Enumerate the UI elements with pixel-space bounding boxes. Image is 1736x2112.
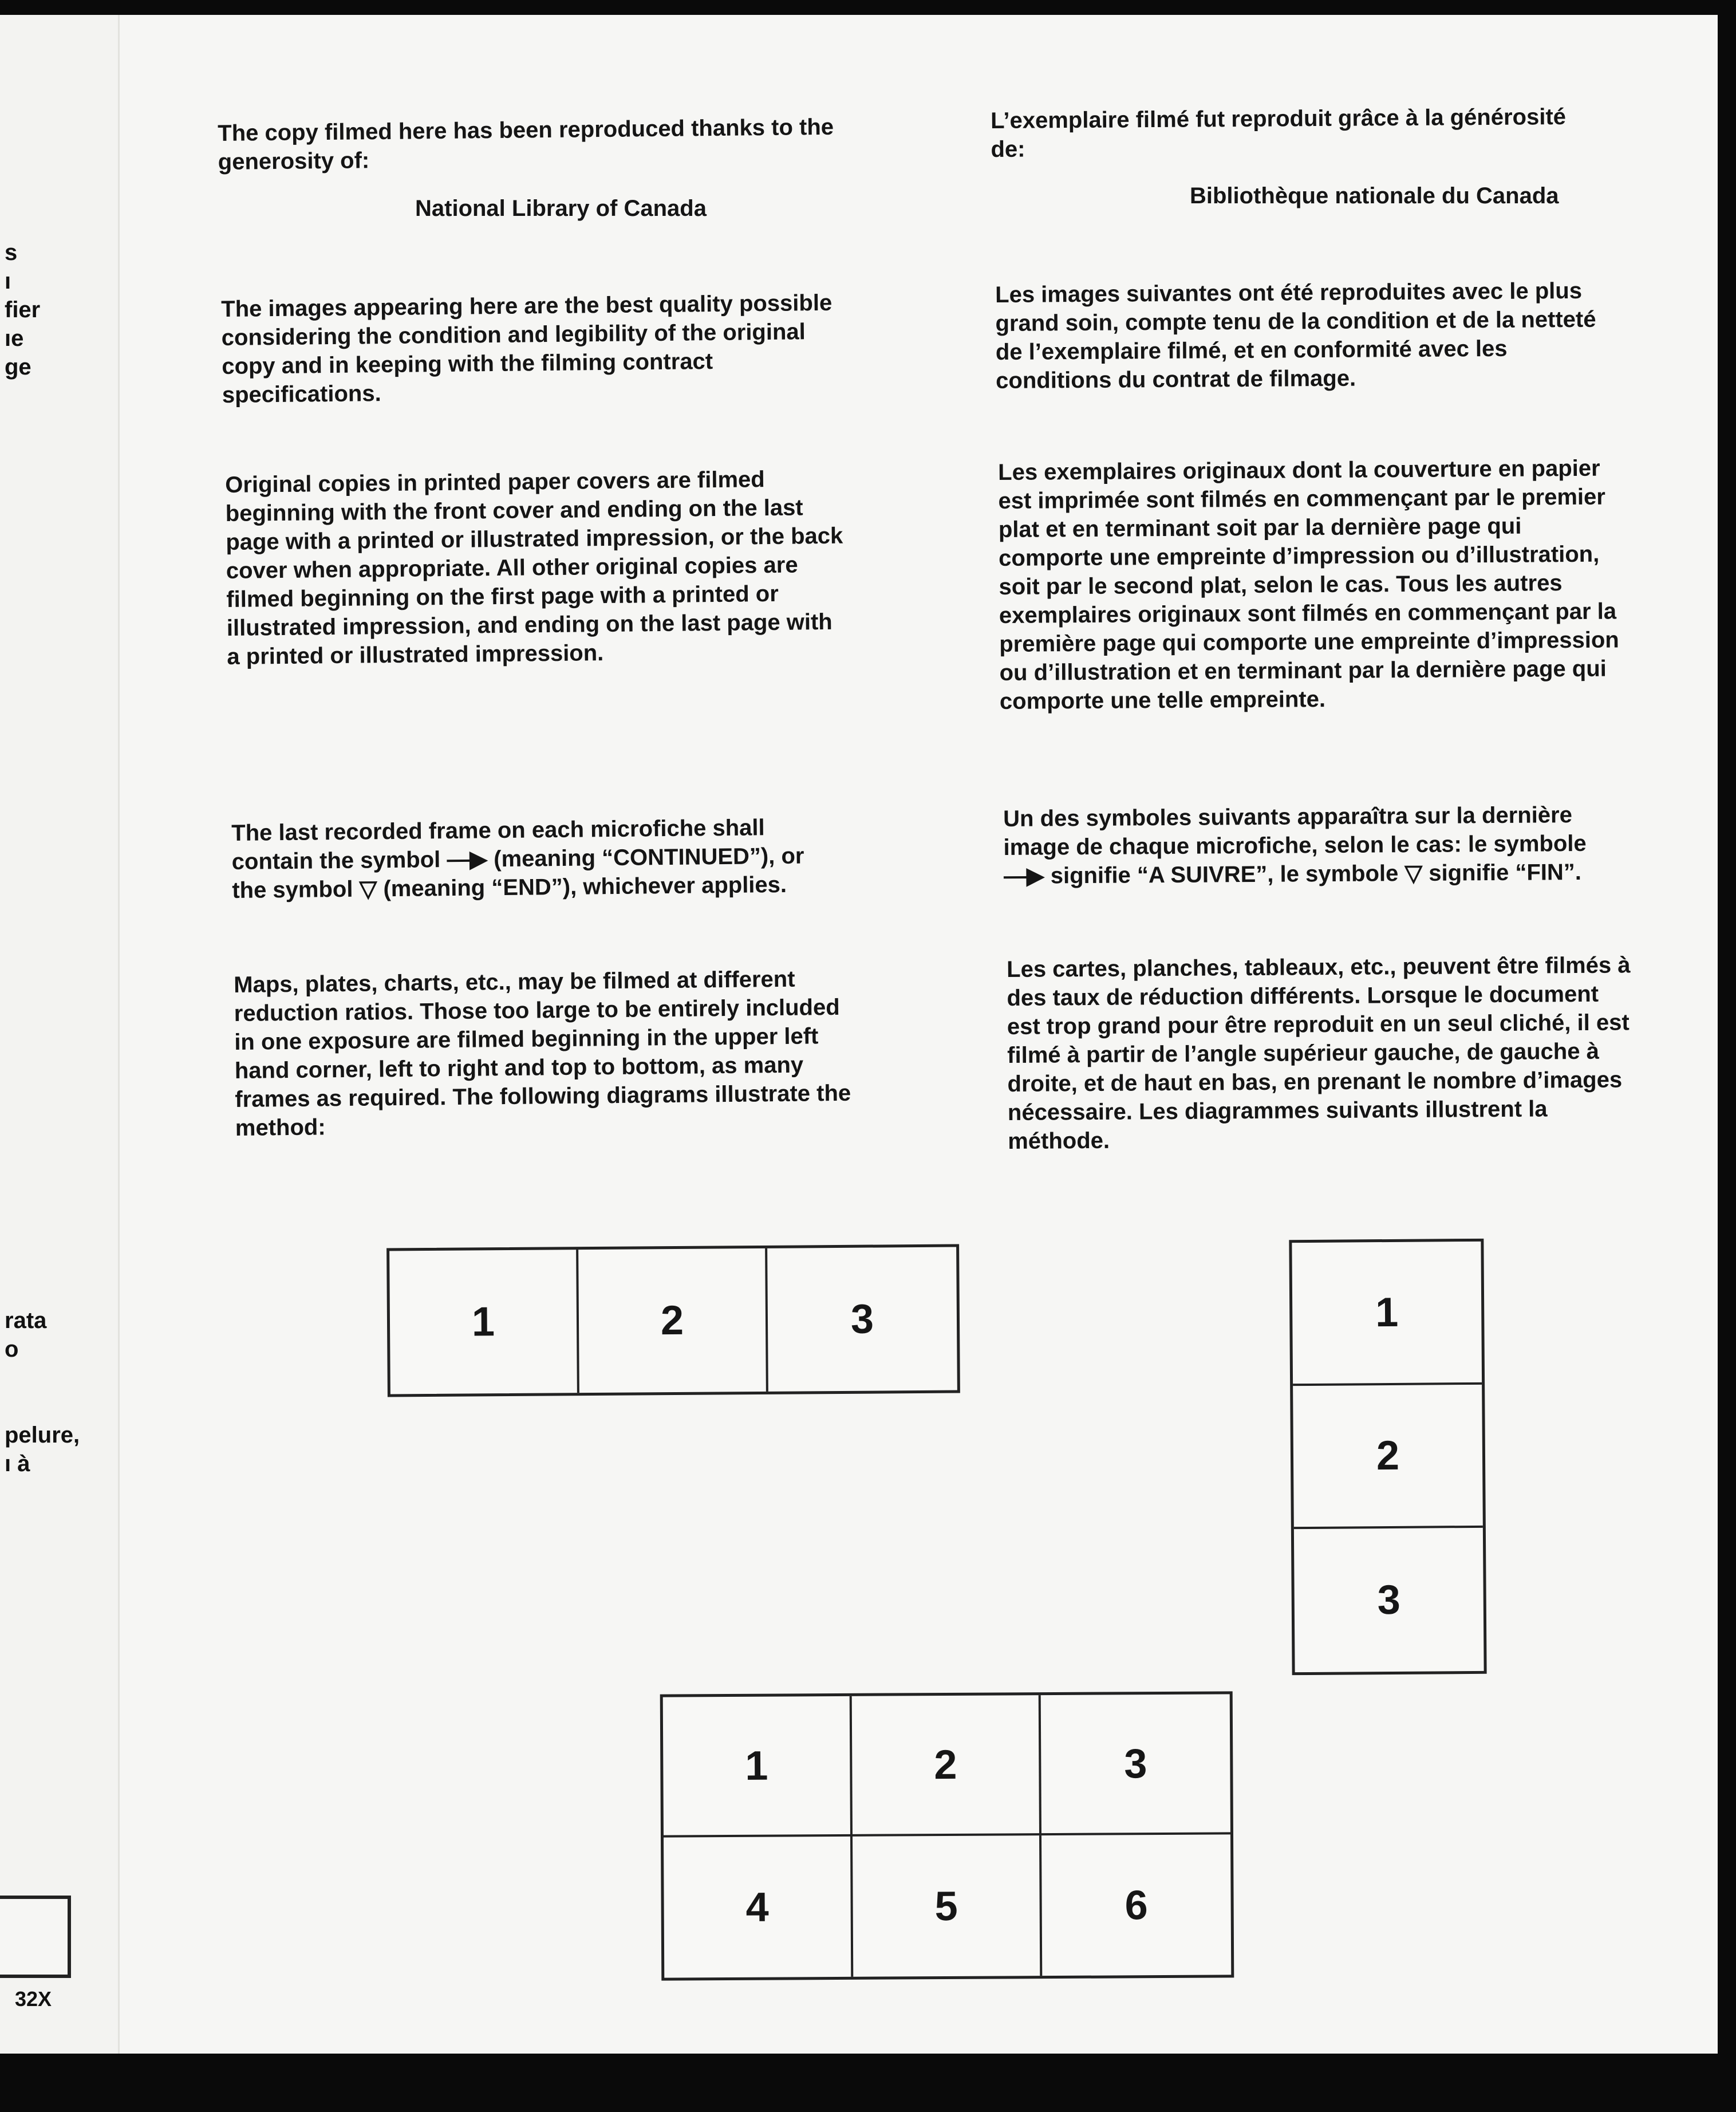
- frame-cell: 3: [1377, 1577, 1401, 1624]
- frame-cell: 3: [850, 1296, 874, 1342]
- scanner-border: [1718, 0, 1736, 2112]
- frame-cell: 5: [853, 1835, 1042, 1977]
- english-intro: The copy filmed here has been reproduced thanks to the generosity of:: [218, 114, 834, 175]
- left-fragment: s: [5, 240, 18, 265]
- french-originals-paragraph: Les exemplaires originaux dont la couverture en papier est imprimée sont filmés en commençant par le premier plat et en terminant soit par la dernière page qui comporte une empreinte d’impression ou d’illustration, soit par le second plat, selon le cas. Tous les autres exemplaires originaux sont filmés en commençant par la première page qui comporte une empreinte d’impression ou d’illustration et en terminant par la dernière page qui comporte une telle empreinte.: [998, 455, 1619, 714]
- adjacent-page-strip: [0, 15, 120, 2054]
- left-fragment: ge: [5, 354, 31, 380]
- french-maps-paragraph: Les cartes, planches, tableaux, etc., peuvent être filmés à des taux de réduction différents. Lorsque le document est trop grand pour être reproduit en un seul cliché, il est filmé à partir de l’angle supérieur gauche, de gauche à droite, et de haut en bas, en prenant le nombre d’images nécessaire. Les diagrammes suivants illustrent la méthode.: [1007, 952, 1631, 1154]
- french-last-frame-paragraph: Un des symboles suivants apparaîtra sur la dernière image de chaque microfiche, selon le cas: le symbole —▶ signifie “A SUIVRE”, le symbole ▽ signifie “FIN”.: [1003, 802, 1587, 889]
- english-maps-paragraph: Maps, plates, charts, etc., may be filmed at different reduction ratios. Those too large to be entirely included in one exposure are filmed beginning in the upper left hand corner, left to right and top to bottom, as many frames as required. The following diagrams illustrate the method:: [234, 966, 851, 1141]
- left-fragment: o: [5, 1337, 19, 1362]
- english-last-frame-paragraph: The last recorded frame on each microfiche shall contain the symbol —▶ (meaning “CONTINUED”), or the symbol ▽ (meaning “END”), whichever applies.: [231, 815, 804, 903]
- left-fragment: pelure,: [5, 1423, 80, 1448]
- french-images-paragraph: Les images suivantes ont été reproduites avec le plus grand soin, compte tenu de la condition et de la netteté de l’exemplaire filmé, et en conformité avec les conditions du contrat de filmage.: [995, 278, 1596, 393]
- frame-cell: 1: [389, 1250, 579, 1394]
- resolution-target-box: [0, 1896, 71, 1978]
- left-fragment: ı à: [5, 1451, 30, 1476]
- frame-cell: 4: [664, 1837, 853, 1978]
- frame-cell: 1: [1292, 1242, 1482, 1386]
- english-images-paragraph: The images appearing here are the best quality possible considering the condition and legibility of the original copy and in keeping with the filming contract specifications.: [221, 290, 833, 408]
- diagram-six-frames: [660, 1691, 1234, 1980]
- english-originals-paragraph: Original copies in printed paper covers are filmed beginning with the front cover and ending on the last page with a printed or illustrated impression, or the back cover when appropriate. All other original copies are filmed beginning on the first page with a printed or illustrated impression, and ending on the last page with a printed or illustrated impression.: [225, 467, 843, 669]
- frame-cell: 1: [663, 1696, 853, 1838]
- french-credit: Bibliothèque nationale du Canada: [1190, 183, 1559, 208]
- french-intro: L’exemplaire filmé fut reproduit grâce à la générosité de:: [991, 104, 1567, 162]
- left-fragment: ı: [5, 269, 11, 294]
- frame-cell: 2: [578, 1248, 768, 1393]
- frame-cell: 3: [1041, 1694, 1230, 1835]
- diagram-vertical-frames: [1289, 1239, 1486, 1675]
- english-credit: National Library of Canada: [415, 196, 707, 221]
- frame-cell: 2: [1293, 1385, 1483, 1529]
- left-fragment: rata: [5, 1308, 47, 1333]
- frame-cell: 6: [1125, 1882, 1148, 1928]
- left-fragment: fier: [5, 297, 41, 322]
- frame-cell: 2: [852, 1695, 1041, 1837]
- left-fragment: ıe: [5, 326, 24, 351]
- diagram-horizontal-frames: [386, 1244, 960, 1397]
- resolution-label: 32X: [15, 1987, 52, 2011]
